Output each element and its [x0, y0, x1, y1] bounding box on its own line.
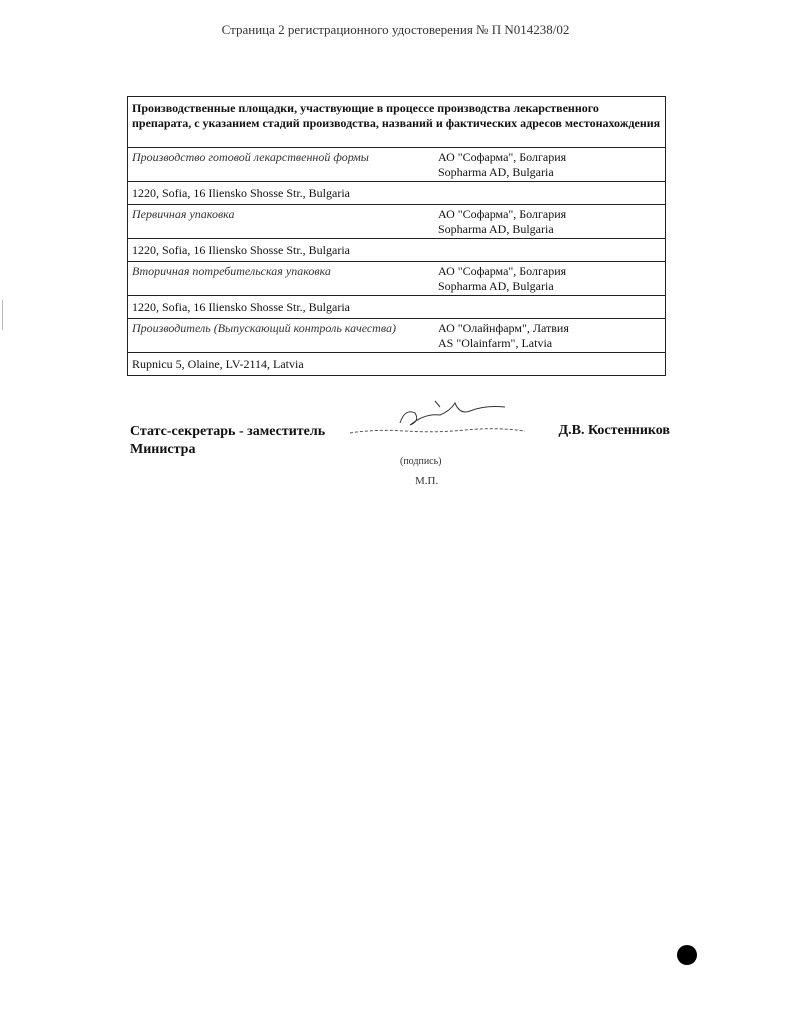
table-heading: Производственные площадки, участвующие в процессе производства лекарственного препарата, с указанием стадий производства, названий и фактических адресов местонахождения	[132, 101, 661, 130]
signature-caption: (подпись)	[400, 456, 442, 467]
table-row-stage	[128, 147, 665, 181]
organization	[438, 150, 661, 179]
organization-ru: АО "Софарма", Болгария	[438, 207, 567, 221]
production-sites-table	[127, 96, 666, 376]
table-row-stage	[128, 261, 665, 295]
table-row-address: 1220, Sofia, 16 Iliensko Shosse Str., Bulgaria	[128, 238, 665, 261]
table-row-address: 1220, Sofia, 16 Iliensko Shosse Str., Bulgaria	[128, 295, 665, 318]
organization-ru: АО "Софарма", Болгария	[438, 264, 567, 278]
scan-margin-mark	[2, 300, 3, 330]
stage-name: Производство готовой лекарственной формы	[132, 150, 369, 164]
table-row-stage	[128, 318, 665, 352]
signatory-name: Д.В. Костенников	[558, 423, 670, 438]
stamp-label: М.П.	[415, 475, 439, 487]
scan-dot-mark	[677, 945, 697, 965]
organization-en: AS "Olainfarm", Latvia	[438, 336, 553, 350]
organization	[438, 264, 661, 293]
organization-ru: АО "Софарма", Болгария	[438, 150, 567, 164]
table-row-stage	[128, 204, 665, 238]
organization-ru: АО "Олайнфарм", Латвия	[438, 321, 569, 335]
organization	[438, 207, 661, 236]
table-row-address: Rupnicu 5, Olaine, LV-2114, Latvia	[128, 352, 665, 375]
organization-en: Sopharma AD, Bulgaria	[438, 279, 554, 293]
stage-name: Вторичная потребительская упаковка	[132, 264, 331, 278]
table-row-address: 1220, Sofia, 16 Iliensko Shosse Str., Bulgaria	[128, 181, 665, 204]
handwritten-signature	[345, 393, 535, 443]
signatory-title: Статс-секретарь - заместитель Министра	[130, 424, 326, 457]
stage-name: Первичная упаковка	[132, 207, 235, 221]
organization	[438, 321, 661, 350]
organization-en: Sopharma AD, Bulgaria	[438, 165, 554, 179]
stage-name: Производитель (Выпускающий контроль качества)	[132, 321, 396, 335]
page-header: Страница 2 регистрационного удостоверения № П N014238/02	[221, 22, 570, 37]
signature-block	[130, 423, 670, 503]
organization-en: Sopharma AD, Bulgaria	[438, 222, 554, 236]
